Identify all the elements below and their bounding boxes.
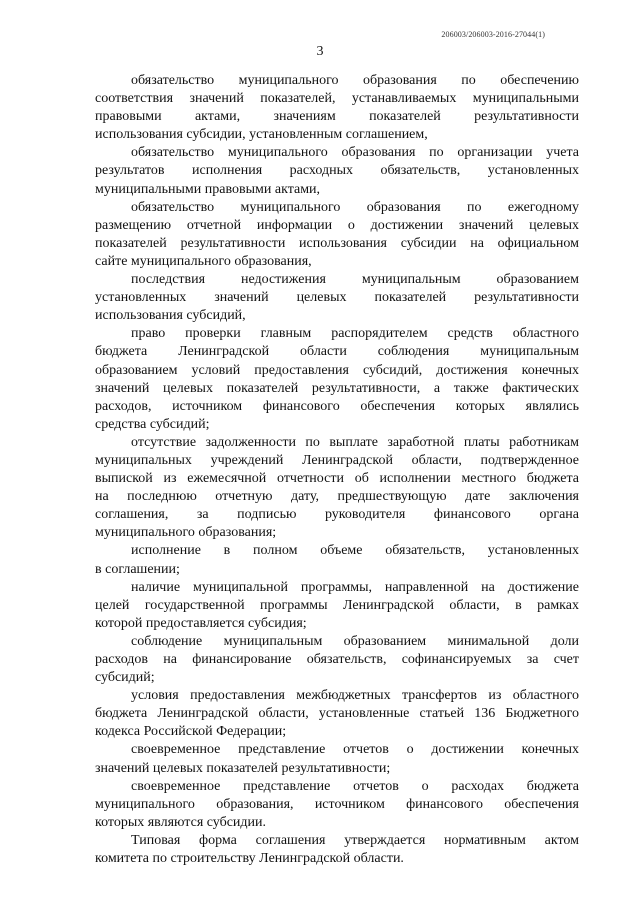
paragraph — [95, 741, 579, 777]
text-line: отсутствие задолженности по выплате заработной платы работникам — [131, 434, 579, 450]
text-line: использования субсидии, установленным соглашением, — [95, 127, 428, 143]
text-line: в соглашении; — [95, 561, 180, 577]
paragraph — [95, 778, 579, 832]
text-line: право проверки главным распорядителем средств областного — [131, 326, 579, 342]
text-line: средства субсидий; — [95, 416, 210, 432]
paragraph — [95, 72, 579, 144]
text-line: муниципальными правовыми актами, — [95, 181, 321, 197]
paragraph — [95, 325, 579, 434]
text-line: размещению отчетной информации о достижении значений целевых — [95, 217, 579, 233]
text-line: показателей результативности использования субсидии на официальном — [95, 235, 579, 251]
text-line: выпиской из ежемесячной отчетности об исполнении местного бюджета — [95, 471, 579, 487]
text-line: расходов на финансирование обязательств, софинансируемых за счет — [95, 652, 579, 667]
document-body — [95, 72, 579, 868]
text-line: которых являются субсидии. — [95, 814, 267, 830]
text-line: сайте муниципального образования, — [95, 253, 312, 269]
text-line: муниципальных учреждений Ленинградской области, подтвержденное — [95, 452, 579, 468]
text-line: которой предоставляется субсидия; — [95, 615, 307, 631]
text-line: условия предоставления межбюджетных трансфертов из областного — [131, 688, 579, 704]
text-line: расходов, источником финансового обеспечения которых являлись — [95, 398, 579, 414]
text-line: субсидий; — [95, 670, 155, 686]
text-line: Типовая форма соглашения утверждается нормативным актом — [131, 832, 579, 848]
paragraph — [95, 542, 579, 578]
paragraph — [95, 144, 579, 198]
paragraph — [95, 633, 579, 687]
text-line: обязательство муниципального образования по ежегодному — [131, 199, 579, 215]
text-line: исполнение в полном объеме обязательств, установленных — [131, 543, 579, 559]
text-line: значений целевых показателей результативности, а также фактических — [95, 380, 579, 396]
text-line: своевременное представление отчетов о расходах бюджета — [131, 778, 579, 794]
text-line: целей государственной программы Ленинградской области, в рамках — [95, 597, 579, 613]
text-line: соблюдение муниципальным образованием минимальной доли — [131, 633, 579, 649]
paragraph — [95, 687, 579, 741]
paragraph — [95, 434, 579, 543]
text-line: использования субсидий, — [95, 308, 246, 324]
text-line: образованием условий предоставления субсидий, достижения конечных — [95, 362, 579, 378]
paragraph — [95, 199, 579, 271]
paragraph — [95, 271, 579, 325]
text-line: муниципального образования; — [95, 525, 277, 541]
text-line: последствия недостижения муниципальным образованием — [131, 272, 579, 288]
text-line: результатов исполнения расходных обязательств, установленных — [95, 163, 579, 179]
text-line: бюджета Ленинградской области соблюдения муниципальным — [95, 344, 579, 360]
paragraph — [95, 579, 579, 633]
text-line: обязательство муниципального образования по организации учета — [131, 145, 579, 161]
text-line: правовыми актами, значениям показателей результативности — [95, 109, 579, 125]
text-line: кодекса Российской Федерации; — [95, 724, 287, 740]
text-line: своевременное представление отчетов о достижении конечных — [131, 742, 579, 758]
text-line: значений целевых показателей результативности; — [95, 760, 391, 776]
text-line: на последнюю отчетную дату, предшествующую дате заключения — [95, 489, 579, 505]
text-line: обязательство муниципального образования по обеспечению — [131, 73, 579, 88]
text-line: бюджета Ленинградской области, установленные статьей 136 Бюджетного — [95, 706, 579, 722]
paragraph — [95, 832, 579, 868]
text-line: наличие муниципальной программы, направленной на достижение — [131, 579, 579, 595]
text-line: комитета по строительству Ленинградской области. — [95, 851, 404, 867]
text-line: соответствия значений показателей, устанавливаемых муниципальными — [95, 91, 579, 107]
page-number: 3 — [316, 44, 324, 59]
text-line: муниципального образования, источником финансового обеспечения — [95, 796, 579, 812]
text-line: установленных значений целевых показателей результативности — [95, 290, 579, 306]
text-line: соглашения, за подписью руководителя финансового органа — [95, 507, 579, 523]
document-code: 206003/206003-2016-27044(1) — [441, 30, 545, 39]
